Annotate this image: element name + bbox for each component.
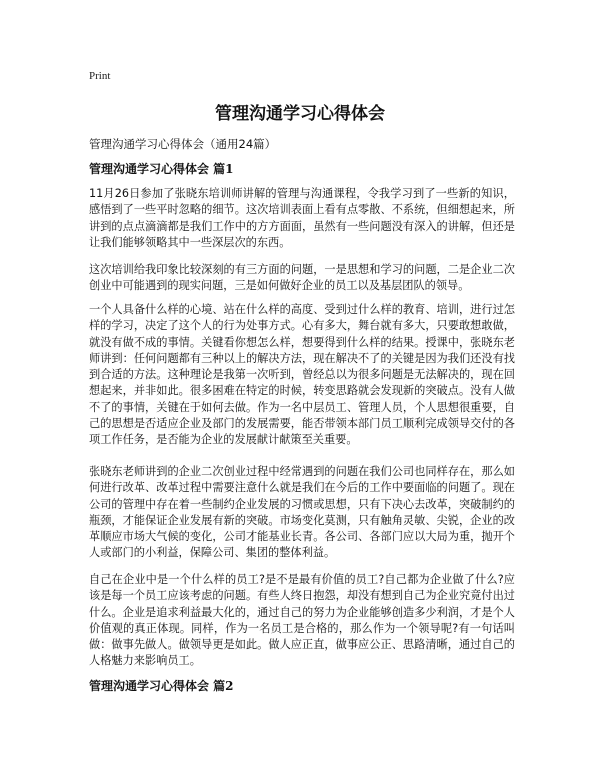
paragraph-4: 张晓东老师讲到的企业二次创业过程中经常遇到的问题在我们公司也同样存在，那么如何进行改革、改革过程中需要注意什么就是我们在今后的工作中要面临的问题了。现在公司的管理中存在着一些制约企业发展的习惯或思想，只有下决心去改革，突破制约的瓶颈，才能保证企业发展有新的突破。市场变化莫测，只有触角灵敏、尖锐，企业的改革顺应市场大气候的变化，公司才能基业长青。各公司、各部门应以大局为重，抛开个人或部门的小利益，保障公司、集团的整体利益。	[89, 465, 515, 560]
document-subtitle: 管理沟通学习心得体会（通用24篇）	[89, 137, 277, 151]
paragraph-5: 自己在企业中是一个什么样的员工?是不是最有价值的员工?自己都为企业做了什么?应该是每一个员工应该考虑的问题。有些人终日抱怨，却没有想到自己为企业究竟付出过什么。企业是追求利益最大化的，通过自己的努力为企业能够创造多少利润，才是个人价值观的真正体现。同样，作为一名员工是合格的，那么作为一个领导呢?有一句话叫做：做事先做人。做领导更是如此。做人应正直，做事应公正、思路清晰，通过自己的人格魅力来影响员工。	[89, 573, 515, 668]
paragraph-2: 这次培训给我印象比较深刻的有三方面的问题，一是思想和学习的问题，二是企业二次创业中可能遇到的现实问题，三是如何做好企业的员工以及基层团队的领导。	[89, 263, 515, 293]
section-heading-2: 管理沟通学习心得体会 篇2	[89, 679, 234, 693]
paragraph-3: 一个人具备什么样的心境、站在什么样的高度、受到过什么样的教育、培训，进行过怎样的学习，决定了这个人的行为处事方式。心有多大，舞台就有多大，只要敢想敢做，就没有做不成的事情。关键看你想怎么样，想要得到什么样的结果。授课中，张晓东老师讲到：任何问题都有三种以上的解决方法，现在解决不了的关键是因为我们还没有找到合适的方法。这种理论是我第一次听到，曾经总以为很多问题是无法解决的，现在回想起来，并非如此。很多困难在特定的时候，转变思路就会发现新的突破点。没有人做不了的事情，关键在于如何去做。作为一名中层员工、管理人员，个人思想很重要，自己的思想是否适应企业及部门的发展需要，能否带领本部门员工顺利完成领导交付的各项工作任务，是否能为企业的发展献计献策至关重要。	[89, 303, 515, 447]
section-heading-1: 管理沟通学习心得体会 篇1	[89, 162, 234, 176]
document-title: 管理沟通学习心得体会	[215, 104, 385, 124]
print-label[interactable]: Print	[89, 70, 111, 82]
paragraph-1: 11月26日参加了张晓东培训师讲解的管理与沟通课程，令我学习到了一些新的知识，感悟到了一些平时忽略的细节。这次培训表面上看有点零散、不系统，但细想起来，所讲到的点点滴滴都是我们工作中的方方面面，虽然有一些问题没有深入的讲解，但还是让我们能够领略其中一些深层次的东西。	[89, 187, 515, 249]
